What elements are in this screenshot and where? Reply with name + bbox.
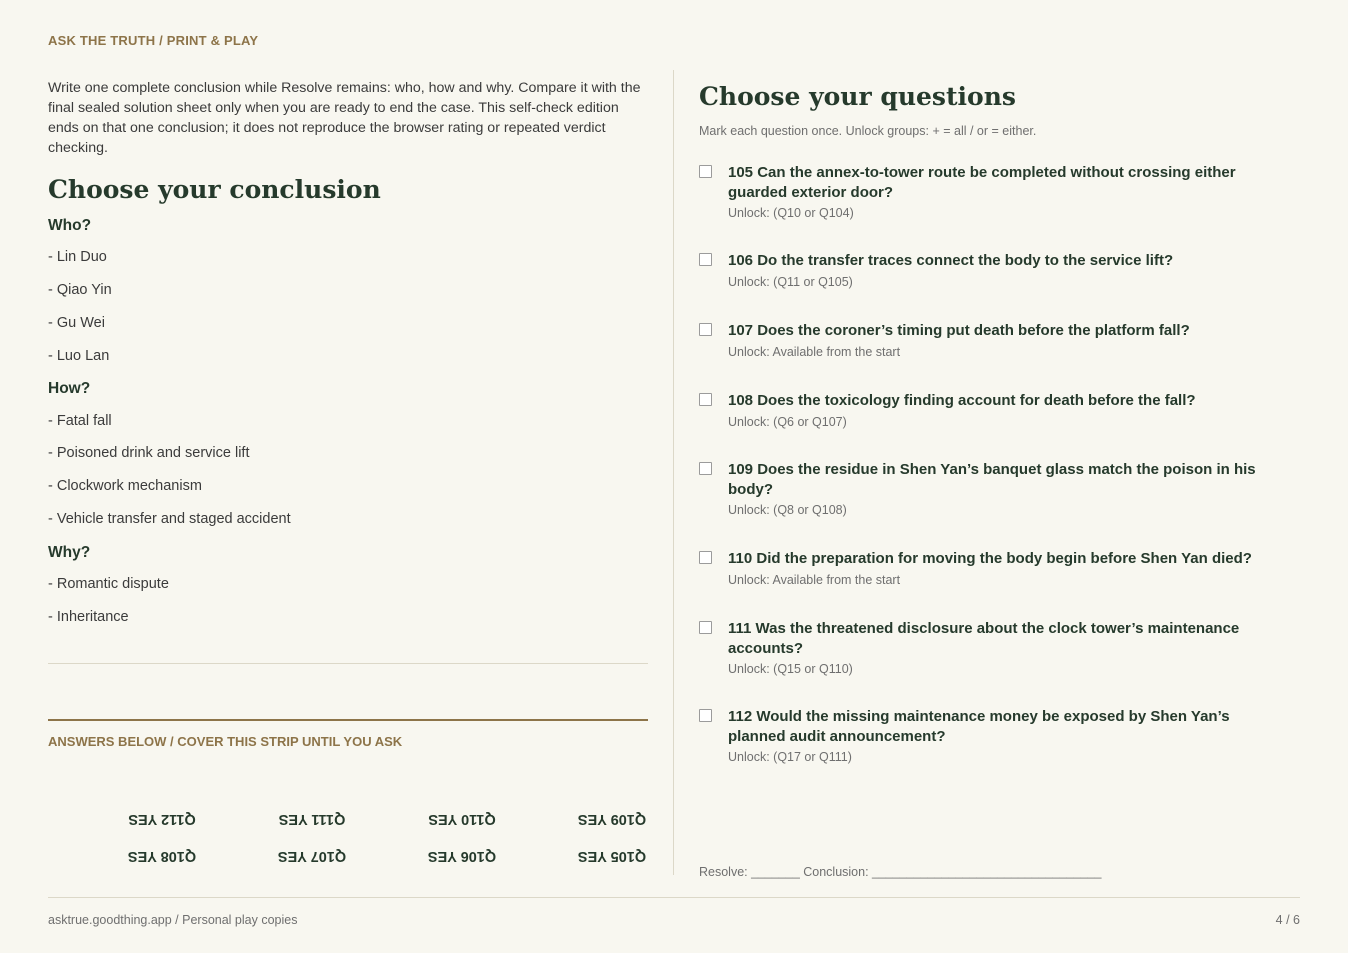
who-option: - Luo Lan bbox=[48, 348, 110, 364]
answer-item: Q112 YES bbox=[128, 811, 196, 827]
question-item bbox=[699, 321, 1279, 359]
answer-item: Q106 YES bbox=[427, 848, 497, 864]
question-unlock: Unlock: Available from the start bbox=[728, 572, 901, 587]
answer-item: Q111 YES bbox=[278, 811, 346, 827]
how-option: - Clockwork mechanism bbox=[48, 478, 202, 494]
question-checkbox[interactable] bbox=[699, 709, 712, 722]
question-text: 109 Does the residue in Shen Yan’s banquet glass match the poison in his body? bbox=[728, 461, 1256, 498]
conclusion-column bbox=[48, 78, 648, 638]
footer-divider bbox=[48, 897, 1300, 898]
question-unlock: Unlock: Available from the start bbox=[728, 344, 901, 359]
question-item bbox=[699, 391, 1279, 429]
how-heading: How? bbox=[48, 380, 91, 397]
question-text: 110 Did the preparation for moving the body begin before Shen Yan died? bbox=[728, 550, 1252, 567]
question-unlock: Unlock: (Q8 or Q108) bbox=[728, 503, 847, 517]
question-item bbox=[699, 707, 1279, 764]
questions-subtitle: Mark each question once. Unlock groups: + = all / or = either. bbox=[699, 124, 1037, 138]
question-item bbox=[699, 619, 1279, 676]
how-option: - Vehicle transfer and staged accident bbox=[48, 511, 291, 527]
answers-label: ANSWERS BELOW / COVER THIS STRIP UNTIL YOU ASK bbox=[48, 734, 403, 749]
conclusion-title: Choose your conclusion bbox=[48, 175, 381, 204]
who-option: - Qiao Yin bbox=[48, 282, 112, 298]
question-text: 111 Was the threatened disclosure about the clock tower’s maintenance accounts? bbox=[728, 620, 1240, 657]
who-option: - Lin Duo bbox=[48, 249, 107, 265]
footer-source: asktrue.goodthing.app / Personal play copies bbox=[48, 913, 298, 927]
question-text: 108 Does the toxicology finding account for death before the fall? bbox=[728, 392, 1196, 409]
conclusion-divider bbox=[48, 663, 648, 664]
question-checkbox[interactable] bbox=[699, 165, 712, 178]
question-checkbox[interactable] bbox=[699, 462, 712, 475]
question-item bbox=[699, 549, 1279, 587]
question-unlock: Unlock: (Q10 or Q104) bbox=[728, 206, 854, 220]
question-unlock: Unlock: (Q17 or Q111) bbox=[728, 750, 852, 764]
answer-item: Q108 YES bbox=[127, 848, 197, 864]
question-text: 105 Can the annex-to-tower route be completed without crossing either guarded exterior door? bbox=[728, 164, 1236, 201]
resolve-conclusion-line: Resolve: _______ Conclusion: _________________________________ bbox=[699, 865, 1102, 879]
question-checkbox[interactable] bbox=[699, 323, 712, 336]
question-item bbox=[699, 251, 1279, 289]
why-option: - Inheritance bbox=[48, 609, 129, 625]
question-unlock: Unlock: (Q15 or Q110) bbox=[728, 662, 853, 676]
why-option: - Romantic dispute bbox=[48, 576, 169, 592]
column-separator bbox=[673, 70, 674, 875]
page-number: 4 / 6 bbox=[1275, 913, 1300, 927]
questions-title: Choose your questions bbox=[699, 82, 1016, 111]
intro-paragraph: Write one complete conclusion while Resolve remains: who, how and why. Compare it with the final sealed solution sheet only when you are ready to end the case. This self-check edition ends on that one conclusion; it does not reproduce the browser rating or repeated verdict checking. bbox=[48, 80, 641, 156]
question-checkbox[interactable] bbox=[699, 621, 712, 634]
question-item bbox=[699, 460, 1279, 517]
question-checkbox[interactable] bbox=[699, 393, 712, 406]
how-option: - Fatal fall bbox=[48, 413, 112, 429]
who-option: - Gu Wei bbox=[48, 315, 105, 331]
question-checkbox[interactable] bbox=[699, 551, 712, 564]
answer-item: Q109 YES bbox=[577, 811, 647, 827]
answer-item: Q110 YES bbox=[428, 811, 496, 827]
how-option: - Poisoned drink and service lift bbox=[48, 445, 250, 461]
who-heading: Who? bbox=[48, 217, 92, 234]
answers-divider bbox=[48, 719, 648, 721]
question-text: 106 Do the transfer traces connect the body to the service lift? bbox=[728, 252, 1174, 269]
question-text: 112 Would the missing maintenance money be exposed by Shen Yan’s planned audit announcement? bbox=[728, 708, 1230, 745]
question-checkbox[interactable] bbox=[699, 253, 712, 266]
question-unlock: Unlock: (Q6 or Q107) bbox=[728, 414, 847, 429]
answer-item: Q107 YES bbox=[277, 848, 347, 864]
question-item bbox=[699, 163, 1279, 220]
question-text: 107 Does the coroner’s timing put death before the platform fall? bbox=[728, 322, 1190, 339]
why-heading: Why? bbox=[48, 544, 91, 561]
page-header: ASK THE TRUTH / PRINT & PLAY bbox=[48, 33, 259, 48]
answer-item: Q105 YES bbox=[577, 848, 647, 864]
question-unlock: Unlock: (Q11 or Q105) bbox=[728, 274, 853, 289]
